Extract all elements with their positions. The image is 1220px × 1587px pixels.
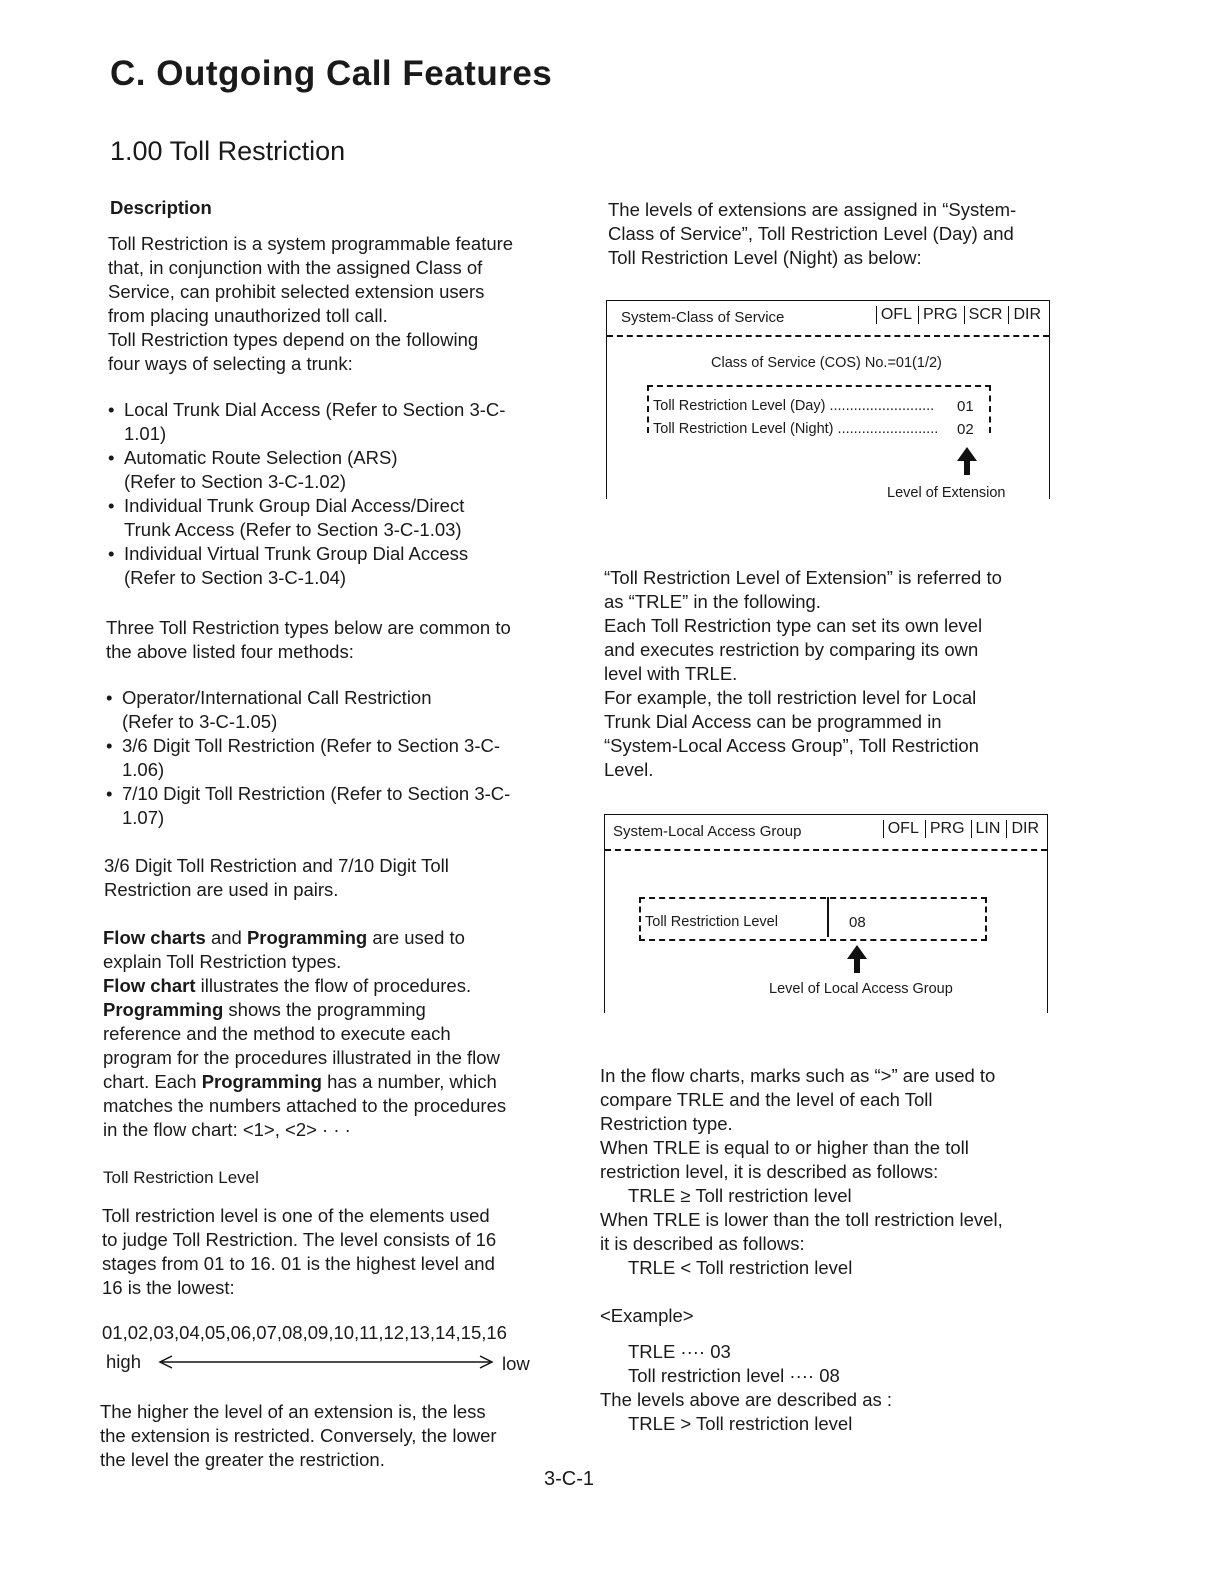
text-line: the extension is restricted. Conversely, the lower	[100, 1425, 497, 1446]
text-line: For example, the toll restriction level for Local	[604, 687, 977, 708]
screen-title: System-Local Access Group	[613, 823, 802, 840]
level-low-label: low	[502, 1353, 530, 1374]
text-line: the above listed four methods:	[106, 641, 354, 662]
toll-level-label: Toll Restriction Level	[645, 914, 778, 930]
list-item: • 3/6 Digit Toll Restriction (Refer to Section 3-C- 1.06)	[106, 734, 566, 782]
level-scale: 01,02,03,04,05,06,07,08,09,10,11,12,13,14,15,16	[102, 1322, 507, 1343]
toll-restriction-level-heading: Toll Restriction Level	[103, 1168, 259, 1187]
expression-gt: TRLE > Toll restriction level	[628, 1413, 853, 1434]
text-line: “System-Local Access Group”, Toll Restriction	[604, 735, 979, 756]
tab-ofl: OFL	[883, 820, 923, 838]
comparison-paragraph	[600, 1064, 1070, 1280]
up-arrow-icon	[957, 447, 977, 461]
class-of-service-screen	[606, 300, 1050, 499]
tab-ofl: OFL	[876, 306, 916, 324]
text-line: compare TRLE and the level of each Toll	[600, 1089, 933, 1110]
common-types-intro	[106, 616, 566, 664]
example-trle: TRLE ···· 03	[628, 1341, 731, 1362]
text-line: Toll restriction level is one of the elements used	[102, 1205, 490, 1226]
level-of-lag-caption: Level of Local Access Group	[769, 981, 953, 997]
conclusion-paragraph	[100, 1400, 570, 1472]
level-of-extension-caption: Level of Extension	[887, 485, 1006, 501]
text-line: “Toll Restriction Level of Extension” is referred to	[604, 567, 1002, 588]
list-item: • Local Trunk Dial Access (Refer to Section 3-C- 1.01)	[108, 398, 568, 446]
list-item: • 7/10 Digit Toll Restriction (Refer to Section 3-C- 1.07)	[106, 782, 566, 830]
day-level-value: 01	[957, 398, 974, 415]
example-toll-level: Toll restriction level ···· 08	[628, 1365, 840, 1386]
text-line: Level.	[604, 759, 654, 780]
text-line: stages from 01 to 16. 01 is the highest level and	[102, 1253, 495, 1274]
list-item: • Automatic Route Selection (ARS) (Refer to Section 3-C-1.02)	[108, 446, 568, 494]
pairs-paragraph	[104, 854, 564, 902]
text-line: In the flow charts, marks such as “>” are used to	[600, 1065, 996, 1086]
level-high-label: high	[106, 1351, 141, 1372]
text-line: Class of Service”, Toll Restriction Level (Day) and	[608, 223, 1014, 244]
text-line: Each Toll Restriction type can set its own level	[604, 615, 983, 636]
night-level-value: 02	[957, 421, 974, 438]
text-line: and executes restriction by comparing its own	[604, 639, 979, 660]
text-line: Toll Restriction Level (Night) as below:	[608, 247, 922, 268]
screen-title: System-Class of Service	[621, 309, 785, 326]
text-line: as “TRLE” in the following.	[604, 591, 821, 612]
text-line: level with TRLE.	[604, 663, 738, 684]
description-paragraph	[108, 232, 568, 376]
text-line: that, in conjunction with the assigned Class of	[108, 257, 483, 278]
high-low-arrow	[158, 1352, 494, 1372]
screen-tabs	[881, 820, 1043, 838]
list-item: • Individual Trunk Group Dial Access/Direct Trunk Access (Refer to Section 3-C-1.03)	[108, 494, 568, 542]
day-level-label: Toll Restriction Level (Day) ..........................	[653, 398, 935, 414]
text-line: it is described as follows:	[600, 1233, 805, 1254]
expression-ge: TRLE ≥ Toll restriction level	[628, 1185, 852, 1206]
text-line: Restriction type.	[600, 1113, 733, 1134]
text-line: Restriction are used in pairs.	[104, 879, 339, 900]
list-item: • Operator/International Call Restriction (Refer to 3-C-1.05)	[106, 686, 566, 734]
text-line: When TRLE is lower than the toll restriction level,	[600, 1209, 1003, 1230]
tab-prg: PRG	[918, 306, 962, 324]
trunk-methods-list	[108, 398, 568, 590]
description-heading: Description	[110, 197, 212, 218]
trle-paragraph	[604, 566, 1074, 782]
text-line: restriction level, it is described as follows:	[600, 1161, 939, 1182]
tab-dir: DIR	[1006, 820, 1043, 838]
chapter-title: C. Outgoing Call Features	[110, 54, 553, 93]
night-level-label: Toll Restriction Level (Night) .........................	[653, 421, 939, 437]
text-line: the level the greater the restriction.	[100, 1449, 385, 1470]
list-item: • Individual Virtual Trunk Group Dial Access (Refer to Section 3-C-1.04)	[108, 542, 568, 590]
text-line: four ways of selecting a trunk:	[108, 353, 353, 374]
section-title: 1.00 Toll Restriction	[110, 136, 346, 166]
page-number: 3-C-1	[544, 1468, 595, 1490]
text-line: Toll Restriction types depend on the following	[108, 329, 479, 350]
text-line: from placing unauthorized toll call.	[108, 305, 388, 326]
expression-lt: TRLE < Toll restriction level	[628, 1257, 853, 1278]
toll-level-value: 08	[849, 914, 866, 931]
flow-chart-paragraph: Flow charts and Programming are used to explain Toll Restriction types. Flow chart illustrates the flow of procedures. Programming shows the programming reference and the method to execute each program for the procedures illustrated in the flow chart. Each Programming has a number, which matches the numbers attached to the procedures in the flow chart: <1>, <2> · · ·	[103, 927, 507, 1140]
text-line: Service, can prohibit selected extension users	[108, 281, 485, 302]
text-line: Three Toll Restriction types below are common to	[106, 617, 511, 638]
tab-scr: SCR	[964, 306, 1007, 324]
example-description: The levels above are described as :	[600, 1389, 893, 1410]
text-line: Trunk Dial Access can be programmed in	[604, 711, 942, 732]
extension-levels-intro	[608, 198, 1068, 270]
text-line: 16 is the lowest:	[102, 1277, 235, 1298]
restriction-types-list	[106, 686, 566, 830]
cos-number: Class of Service (COS) No.=01(1/2)	[711, 355, 942, 371]
text-line: 3/6 Digit Toll Restriction and 7/10 Digit Toll	[104, 855, 449, 876]
text-line: When TRLE is equal to or higher than the toll	[600, 1137, 969, 1158]
tab-prg: PRG	[925, 820, 969, 838]
example-heading: <Example>	[600, 1305, 694, 1326]
up-arrow-icon	[847, 945, 867, 959]
local-access-group-screen	[604, 814, 1048, 1013]
toll-level-paragraph	[102, 1204, 562, 1300]
tab-dir: DIR	[1008, 306, 1045, 324]
text-line: to judge Toll Restriction. The level consists of 16	[102, 1229, 497, 1250]
text-line: The levels of extensions are assigned in “System-	[608, 199, 1017, 220]
tab-lin: LIN	[971, 820, 1005, 838]
text-line: The higher the level of an extension is, the less	[100, 1401, 486, 1422]
screen-tabs	[874, 306, 1045, 324]
text-line: Toll Restriction is a system programmable feature	[108, 233, 514, 254]
